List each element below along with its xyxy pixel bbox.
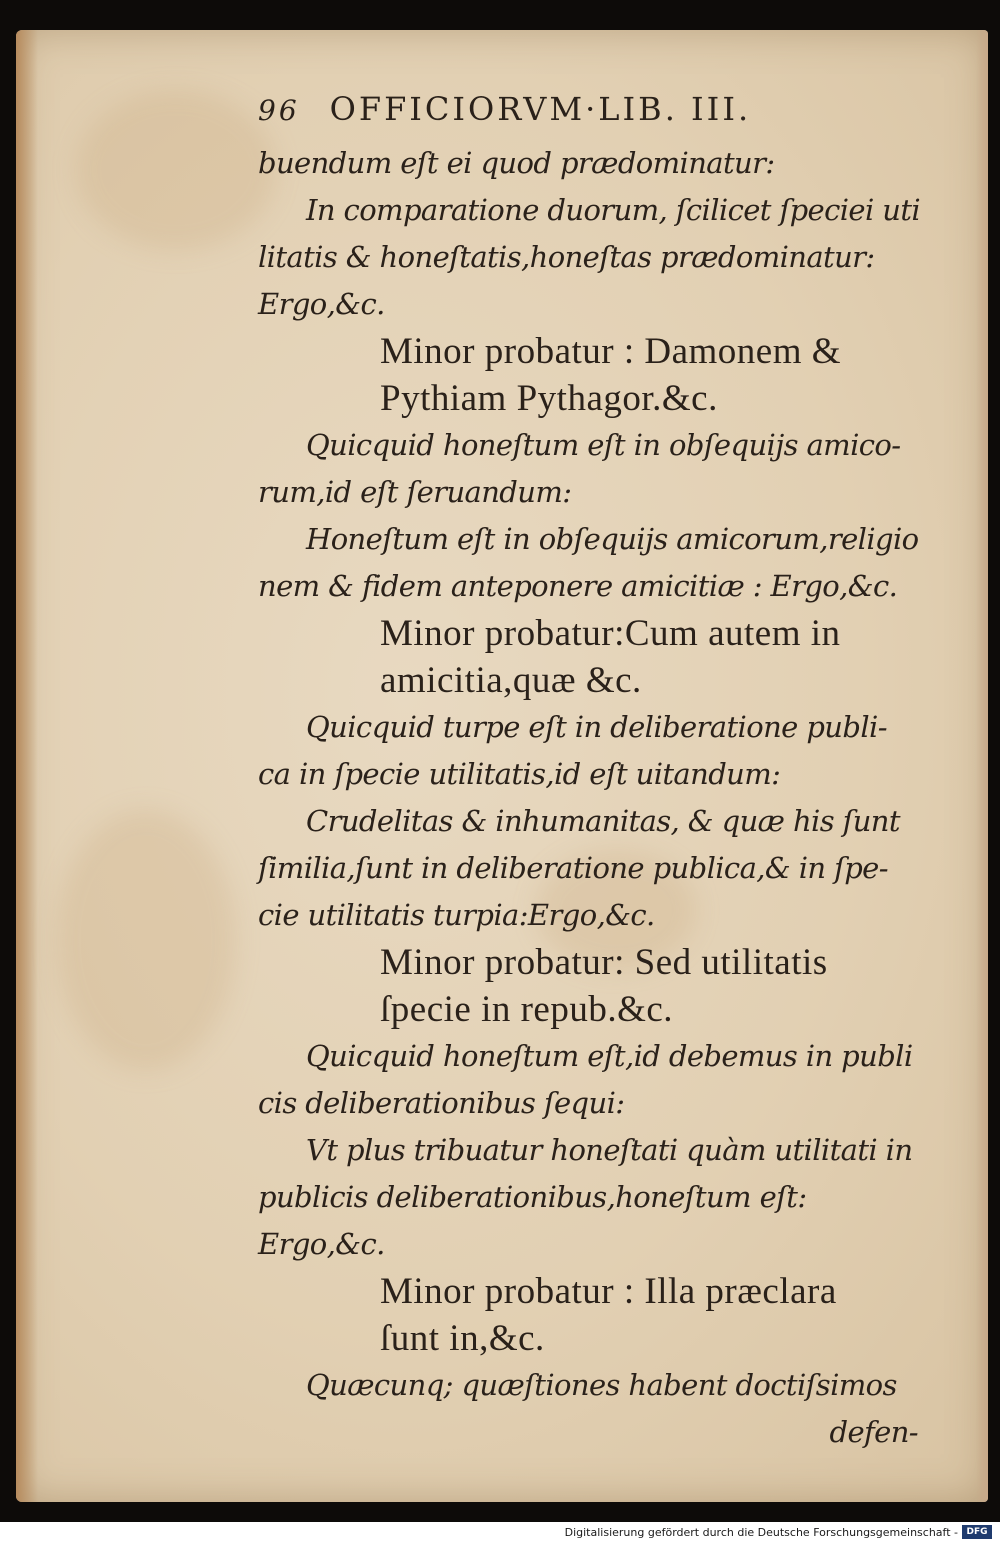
page-number: 96 [258, 94, 300, 127]
text-line: cie utilitatis turpia:Ergo,&c. [258, 898, 655, 932]
text-line: Quicquid turpe eſt in deliberatione publi- [306, 710, 887, 744]
text-line: Quicquid honeſtum eſt,id debemus in publi [306, 1039, 913, 1073]
text-line: ſunt in,&c. [380, 1318, 545, 1359]
text-line: amicitia,quæ &c. [380, 660, 642, 701]
text-line: nem & fidem anteponere amicitiæ : Ergo,&c. [258, 569, 898, 603]
text-line: ca in ſpecie utilitatis,id eſt uitandum: [258, 757, 781, 791]
text-line: Vt plus tribuatur honeſtati quàm utilitati in [306, 1133, 913, 1167]
page-edge-left [16, 30, 38, 1502]
text-line: Quæcunq; quæſtiones habent doctiſsimos [306, 1368, 897, 1402]
text-line: Honeſtum eſt in obſequijs amicorum,religio [306, 522, 919, 556]
running-title: OFFICIORVM·LIB. III. [329, 90, 752, 128]
footer-bar [0, 1522, 1000, 1543]
text-line: rum,id eſt ſeruandum: [258, 475, 572, 509]
text-line: Crudelitas & inhumanitas, & quæ his ſunt [306, 804, 900, 838]
text-line: Pythiam Pythagor.&c. [380, 378, 718, 419]
text-line: buendum eſt ei quod prædominatur: [258, 146, 775, 180]
text-line: ſpecie in repub.&c. [380, 989, 674, 1030]
funding-credit: Digitalisierung gefördert durch die Deutsche Forschungsgemeinschaft - [564, 1526, 958, 1539]
text-line: Ergo,&c. [258, 287, 385, 321]
catchword: defen- [829, 1415, 918, 1449]
text-block [258, 90, 921, 1456]
dfg-logo: DFG [962, 1525, 992, 1539]
paper-stain [76, 90, 276, 250]
paper-stain [56, 810, 236, 1070]
text-line: Minor probatur: Sed utilitatis [380, 942, 828, 983]
text-line: ſimilia,ſunt in deliberatione publica,& in ſpe- [258, 851, 888, 885]
text-line: Minor probatur : Illa præclara [380, 1271, 837, 1312]
text-line: publicis deliberationibus,honeſtum eſt: [258, 1180, 807, 1214]
book-page [16, 30, 988, 1502]
text-line: Ergo,&c. [258, 1227, 385, 1261]
text-line: cis deliberationibus ſequi: [258, 1086, 625, 1120]
page-header [258, 90, 918, 140]
text-line: Quicquid honeſtum eſt in obſequijs amico- [306, 428, 901, 462]
text-line: In comparatione duorum, ſcilicet ſpeciei uti [306, 193, 921, 227]
text-line: litatis & honeſtatis,honeſtas prædominatur: [258, 240, 875, 274]
text-line: Minor probatur:Cum autem in [380, 613, 841, 654]
text-line: Minor probatur : Damonem & [380, 331, 842, 372]
page-edge-right [976, 30, 988, 1502]
